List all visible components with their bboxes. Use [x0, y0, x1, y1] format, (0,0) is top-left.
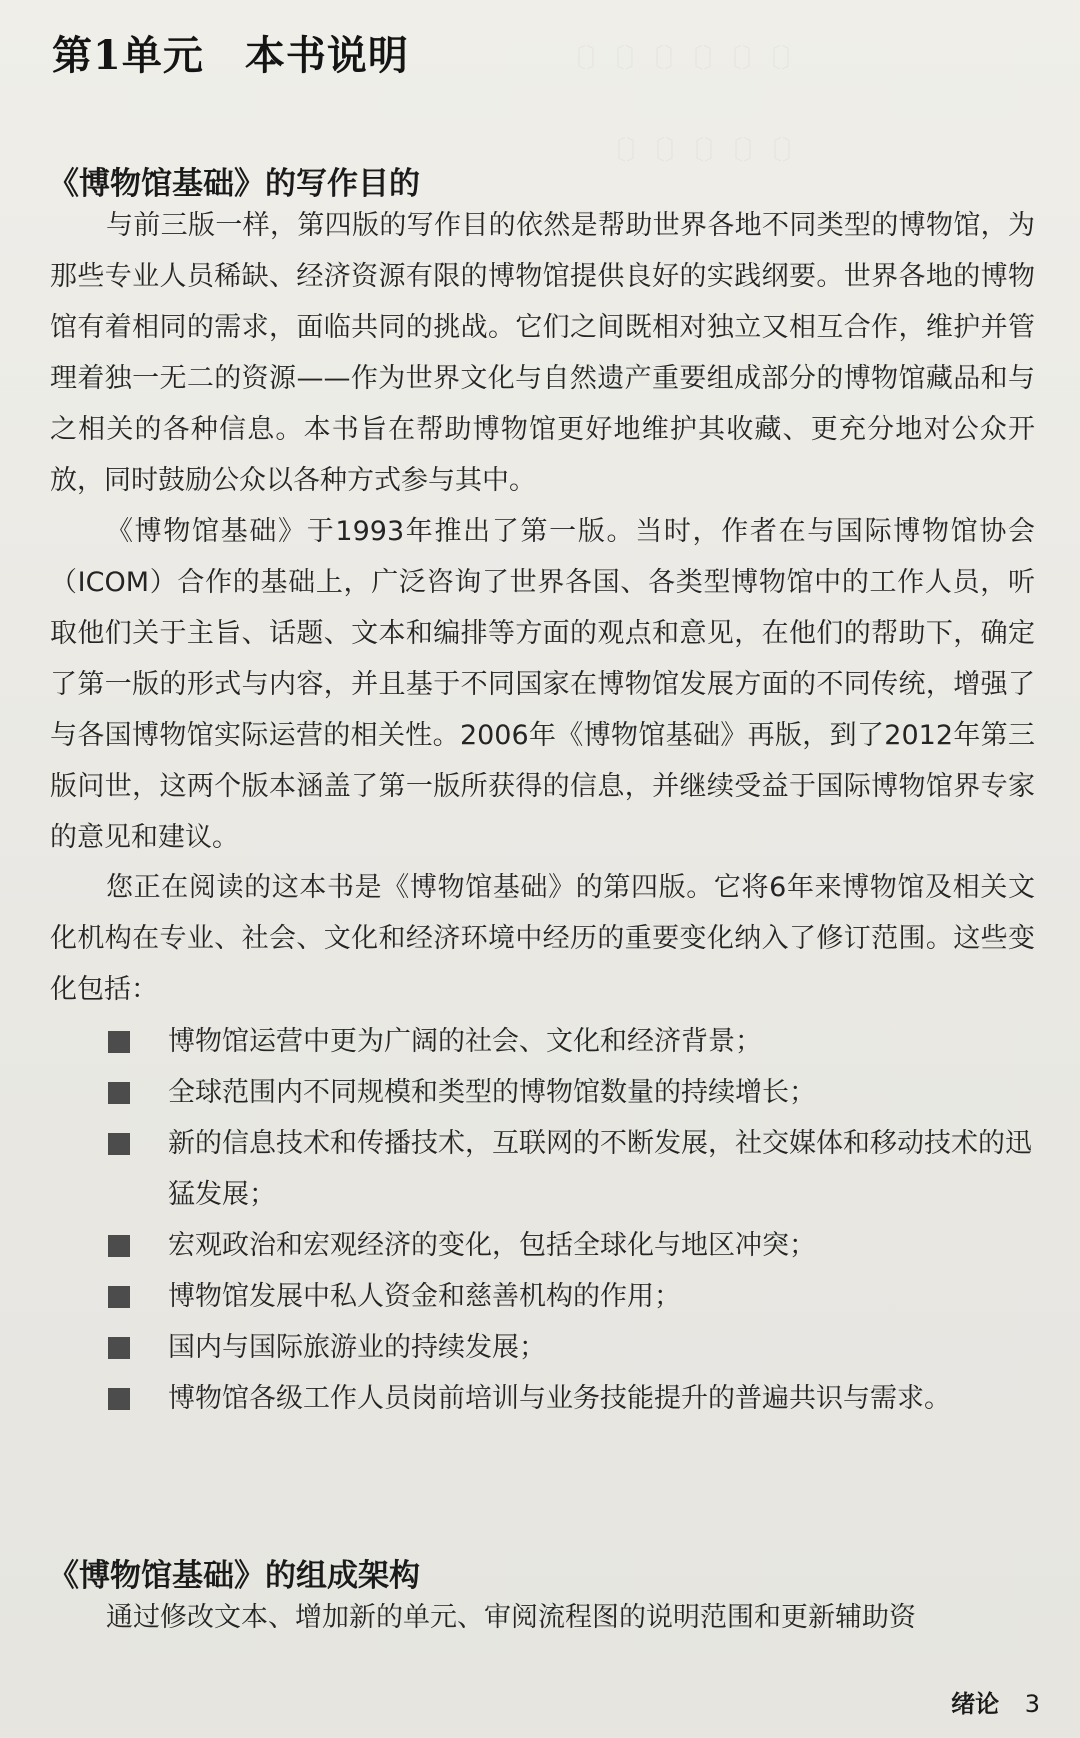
- list-item: [108, 1271, 1043, 1322]
- page-footer: [951, 1684, 1040, 1719]
- square-bullet-icon: [108, 1337, 130, 1359]
- paragraph-1: 与前三版一样，第四版的写作目的依然是帮助世界各地不同类型的博物馆，为那些专业人员稀缺、经济资源有限的博物馆提供良好的实践纲要。世界各地的博物馆有着相同的需求，面临共同的挑战。它们之间既相对独立又相互合作，维护并管理着独一无二的资源——作为世界文化与自然遗产重要组成部分的博物馆藏品和与之相关的各种信息。本书旨在帮助博物馆更好地维护其收藏、更充分地对公众开放，同时鼓励公众以各种方式参与其中。: [50, 210, 1035, 496]
- square-bullet-icon: [108, 1388, 130, 1410]
- page-number: 3: [1024, 1690, 1040, 1718]
- list-item: [108, 1118, 1043, 1220]
- bleed-through-text: [600, 130, 808, 167]
- list-item: [108, 1322, 1043, 1373]
- list-item-text: 博物馆运营中更为广阔的社会、文化和经济背景；: [168, 1026, 762, 1057]
- square-bullet-icon: [108, 1133, 130, 1155]
- square-bullet-icon: [108, 1235, 130, 1257]
- square-bullet-icon: [108, 1082, 130, 1104]
- paragraph-3: 您正在阅读的这本书是《博物馆基础》的第四版。它将6年来博物馆及相关文化机构在专业、社会、文化和经济环境中经历的重要变化纳入了修订范围。这些变化包括：: [50, 872, 1035, 1005]
- list-item: [108, 1067, 1043, 1118]
- list-item-text: 宏观政治和宏观经济的变化，包括全球化与地区冲突；: [168, 1230, 816, 1261]
- list-item-text: 国内与国际旅游业的持续发展；: [168, 1332, 546, 1363]
- list-item: [108, 1220, 1043, 1271]
- section-heading-structure: 《博物馆基础》的组成架构: [48, 1558, 420, 1594]
- unit-title: 第1单元 本书说明: [52, 32, 409, 79]
- section-heading-purpose: 《博物馆基础》的写作目的: [48, 166, 420, 202]
- bleed-through-text: [560, 38, 807, 75]
- list-item-text: 新的信息技术和传播技术，互联网的不断发展，社交媒体和移动技术的迅猛发展；: [168, 1128, 1032, 1210]
- changes-list: [108, 1016, 1043, 1424]
- square-bullet-icon: [108, 1031, 130, 1053]
- paragraph-2: 《博物馆基础》于1993年推出了第一版。当时，作者在与国际博物馆协会（ICOM）合作的基础上，广泛咨询了世界各国、各类型博物馆中的工作人员，听取他们关于主旨、话题、文本和编排等方面的观点和意见，在他们的帮助下，确定了第一版的形式与内容，并且基于不同国家在博物馆发展方面的不同传统，增强了与各国博物馆实际运营的相关性。2006年《博物馆基础》再版，到了2012年第三版问世，这两个版本涵盖了第一版所获得的信息，并继续受益于国际博物馆界专家的意见和建议。: [50, 516, 1035, 853]
- square-bullet-icon: [108, 1286, 130, 1308]
- list-item-text: 全球范围内不同规模和类型的博物馆数量的持续增长；: [168, 1077, 816, 1108]
- footer-chapter: 绪论: [951, 1690, 1000, 1718]
- list-item-text: 博物馆各级工作人员岗前培训与业务技能提升的普遍共识与需求。: [168, 1383, 951, 1414]
- paragraph-4: 通过修改文本、增加新的单元、审阅流程图的说明范围和更新辅助资: [106, 1602, 916, 1633]
- list-item: [108, 1373, 1043, 1424]
- list-item-text: 博物馆发展中私人资金和慈善机构的作用；: [168, 1281, 681, 1312]
- list-item: [108, 1016, 1043, 1067]
